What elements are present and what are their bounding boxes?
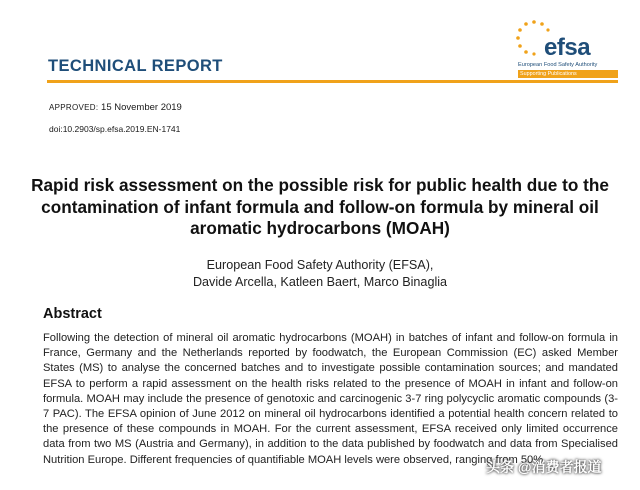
document-title: Rapid risk assessment on the possible risk for public health due to the contamination of infant formula and follow-on formula by mineral oil aromatic hydrocarbons (MOAH) [31, 175, 609, 238]
efsa-logo [514, 18, 622, 80]
publication-tagline: Supporting Publications [518, 70, 618, 78]
approved-key: APPROVED: [49, 103, 99, 112]
header-divider [47, 80, 618, 83]
report-type-label: TECHNICAL REPORT [48, 57, 223, 75]
approval-line [49, 102, 182, 113]
author-names: Davide Arcella, Katleen Baert, Marco Binaglia [192, 275, 448, 289]
author-organisation: European Food Safety Authority (EFSA), [206, 258, 434, 272]
approved-date: 15 November 2019 [101, 102, 182, 113]
doi: doi:10.2903/sp.efsa.2019.EN-1741 [49, 124, 181, 134]
source-watermark: 头条 @消费者报道 [486, 459, 602, 475]
agency-name: European Food Safety Authority [518, 62, 598, 68]
author-list [100, 257, 540, 291]
abstract-body: Following the detection of mineral oil aromatic hydrocarbons (MOAH) in batches of infant and follow-on formula in France, Germany and the Netherlands reported by foodwatch, the European Commission (EC) asked Member States (MS) to analyse the concerned batches and to investigate possible contamination sources; and mandated EFSA to perform a rapid assessment on the health risks related to the presence of MOAH in infant and follow-on formula. MOAH may include the presence of genotoxic and carcinogenic 3-7 ring polycyclic aromatic compounds (3-7 PAC). The EFSA opinion of June 2012 on mineral oil hydrocarbons identified a potential health concern related to the presence of these compounds in MOAH. For the current assessment, EFSA received only limited occurrence data from two MS (Austria and Germany), in addition to the data published by foodwatch and data from Specialised Nutrition Europe. Different frequencies of quantifiable MOAH levels were observed, ranging from 50% [43, 332, 618, 466]
abstract-heading: Abstract [43, 306, 102, 322]
efsa-wordmark: efsa [544, 34, 591, 61]
